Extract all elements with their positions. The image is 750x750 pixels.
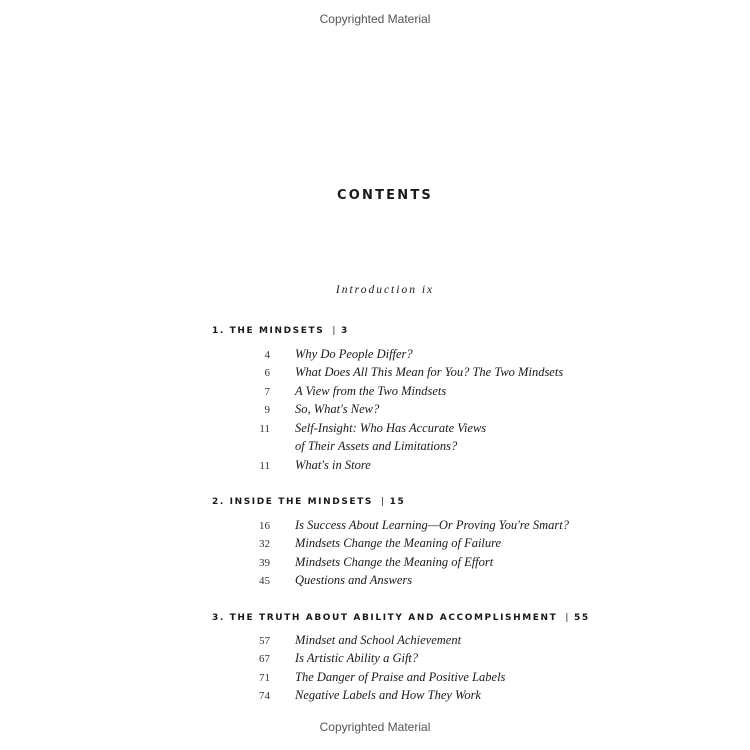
page-title: CONTENTS — [337, 188, 433, 203]
entry-title: A View from the Two Mindsets — [295, 384, 447, 398]
toc-entry — [0, 573, 750, 591]
chapter-title: 2. INSIDE THE MINDSETS — [212, 497, 373, 507]
entry-title: What Does All This Mean for You? The Two Mindsets — [295, 365, 564, 379]
toc-entry — [0, 402, 750, 420]
entry-title: The Danger of Praise and Positive Labels — [295, 670, 506, 684]
entry-title: So, What's New? — [295, 402, 380, 416]
entry-title: Negative Labels and How They Work — [295, 688, 481, 702]
toc-entry — [0, 633, 750, 651]
entry-page: 11 — [259, 423, 270, 435]
entry-page: 16 — [259, 520, 270, 532]
separator: | — [565, 613, 571, 623]
entry-page: 4 — [264, 349, 270, 361]
watermark-top: Copyrighted Material — [319, 12, 431, 26]
entry-page: 39 — [259, 557, 270, 569]
toc-entry — [0, 384, 750, 402]
chapter-title: 1. THE MINDSETS — [212, 326, 325, 336]
toc-entry — [0, 421, 750, 439]
entry-title: Mindset and School Achievement — [295, 633, 462, 647]
toc-entry — [0, 670, 750, 688]
chapter-page: 15 — [389, 497, 406, 507]
entry-page: 45 — [259, 575, 270, 587]
toc-entry — [0, 688, 750, 706]
entry-title: Why Do People Differ? — [295, 347, 413, 361]
entry-page: 71 — [259, 672, 270, 684]
separator: | — [381, 497, 386, 507]
toc-entry — [0, 651, 750, 669]
chapter-page: 55 — [574, 613, 590, 623]
chapter-page: 3 — [340, 326, 349, 336]
chapter-title: 3. THE TRUTH ABOUT ABILITY AND ACCOMPLISHMENT — [212, 613, 558, 623]
toc-entry — [0, 518, 750, 536]
entry-title: Mindsets Change the Meaning of Effort — [295, 555, 494, 569]
entry-page: 9 — [264, 404, 270, 416]
chapter-heading — [212, 497, 405, 507]
entry-page: 11 — [259, 460, 270, 472]
entry-page: 7 — [264, 386, 270, 398]
watermark-bottom: Copyrighted Material — [319, 720, 431, 734]
entry-page: 67 — [259, 653, 270, 665]
entry-title: of Their Assets and Limitations? — [295, 439, 458, 453]
chapter-heading — [212, 326, 349, 336]
entry-page: 74 — [259, 690, 270, 702]
toc-entry — [0, 536, 750, 554]
entry-title: Is Artistic Ability a Gift? — [295, 651, 419, 665]
toc-entry — [0, 365, 750, 383]
toc-entry-continuation — [0, 439, 750, 457]
toc-entry — [0, 555, 750, 573]
entry-title: Self-Insight: Who Has Accurate Views — [295, 421, 487, 435]
entry-page: 32 — [259, 538, 270, 550]
entry-title: Mindsets Change the Meaning of Failure — [295, 536, 502, 550]
introduction-entry: Introduction ix — [335, 284, 435, 296]
toc-entry — [0, 347, 750, 365]
entry-title: What's in Store — [295, 458, 371, 472]
toc-entry — [0, 458, 750, 476]
entry-title: Questions and Answers — [295, 573, 413, 587]
entry-page: 57 — [259, 635, 270, 647]
entry-title: Is Success About Learning—Or Proving You're Smart? — [295, 518, 569, 532]
entry-page: 6 — [264, 367, 270, 379]
chapter-heading — [212, 613, 590, 623]
separator: | — [332, 326, 337, 336]
